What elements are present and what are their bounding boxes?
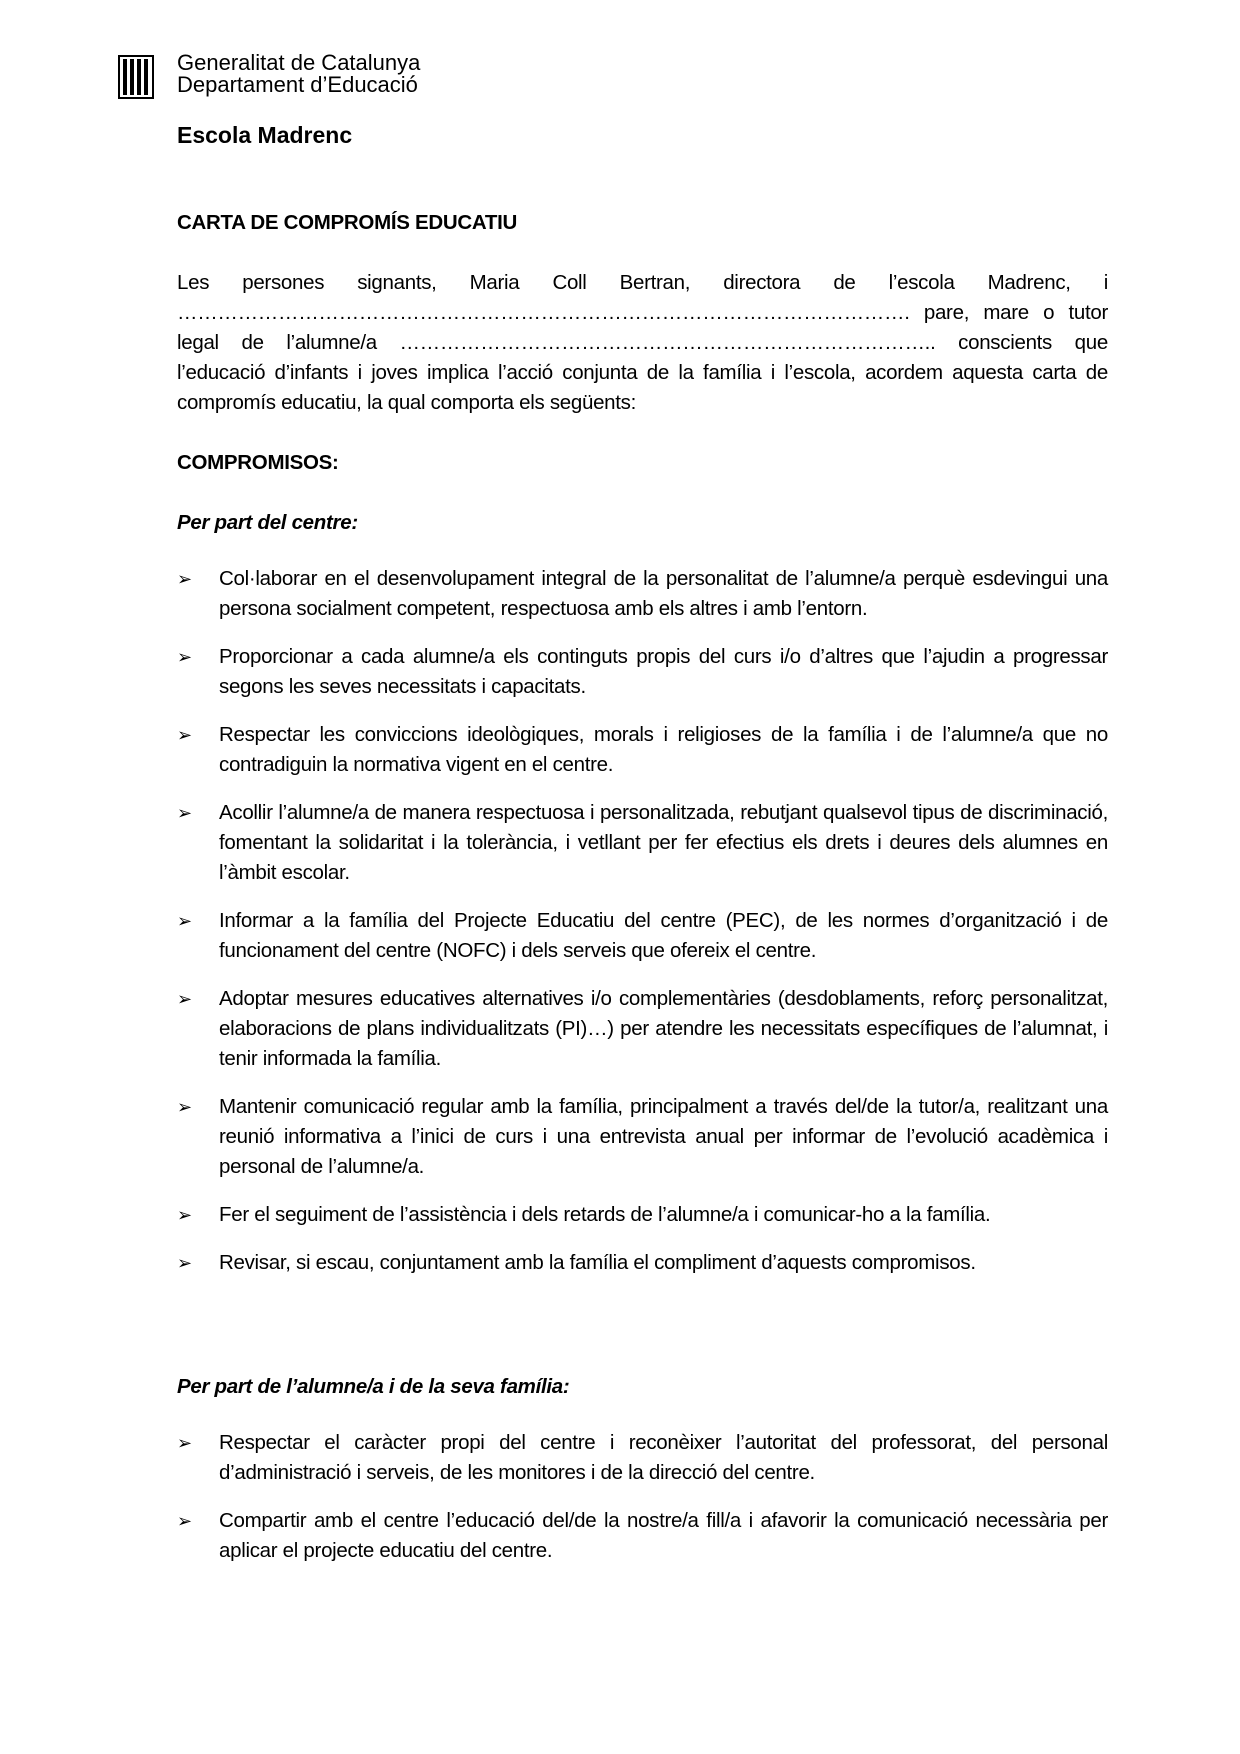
org-line-2: Departament d’Educació xyxy=(177,72,418,97)
arrow-bullet-icon: ➢ xyxy=(177,647,192,667)
document-body xyxy=(177,208,1108,1584)
arrow-bullet-icon: ➢ xyxy=(177,1205,192,1225)
organization-name xyxy=(177,52,420,96)
arrow-bullet-icon: ➢ xyxy=(177,1253,192,1273)
commitment-item xyxy=(177,1248,1108,1278)
commitment-item xyxy=(177,1200,1108,1230)
commitment-item xyxy=(177,564,1108,624)
generalitat-logo-icon xyxy=(118,55,154,99)
arrow-bullet-icon: ➢ xyxy=(177,1511,192,1531)
commitment-text: Proporcionar a cada alumne/a els continguts propis del curs i/o d’altres que l’ajudin a progressar segons les seves necessitats i capacitats. xyxy=(219,645,1108,698)
centre-heading: Per part del centre: xyxy=(177,511,358,534)
arrow-bullet-icon: ➢ xyxy=(177,989,192,1009)
family-heading: Per part de l’alumne/a i de la seva família: xyxy=(177,1375,570,1398)
family-commitments-list xyxy=(177,1428,1108,1566)
commitment-text: Respectar el caràcter propi del centre i reconèixer l’autoritat del professorat, del personal d’administració i serveis, de les monitores i de la direcció del centre. xyxy=(219,1431,1108,1484)
arrow-bullet-icon: ➢ xyxy=(177,569,192,589)
commitment-text: Adoptar mesures educatives alternatives i/o complementàries (desdoblaments, reforç personalitzat, elaboracions de plans individualitzats (PI)…) per atendre les necessitats específiques de l’alumnat, i tenir informada la família. xyxy=(219,987,1108,1070)
commitment-item xyxy=(177,1428,1108,1488)
commitment-item xyxy=(177,906,1108,966)
centre-commitments-list xyxy=(177,564,1108,1278)
commitment-item xyxy=(177,798,1108,888)
commitment-item xyxy=(177,984,1108,1074)
commitment-text: Acollir l’alumne/a de manera respectuosa i personalitzada, rebutjant qualsevol tipus de discriminació, fomentant la solidaritat i la tolerància, i vetllant per fer efectius els drets i deures dels alumnes en l’àmbit escolar. xyxy=(219,801,1108,884)
commitment-text: Compartir amb el centre l’educació del/de la nostre/a fill/a i afavorir la comunicació necessària per aplicar el projecte educatiu del centre. xyxy=(219,1509,1108,1562)
commitment-text: Mantenir comunicació regular amb la família, principalment a través del/de la tutor/a, realitzant una reunió informativa a l’inici de curs i una entrevista anual per informar de l’evolució acadèmica i personal de l’alumne/a. xyxy=(219,1095,1108,1178)
org-line-1: Generalitat de Catalunya xyxy=(177,50,421,75)
commitment-item xyxy=(177,1092,1108,1182)
intro-paragraph: Les persones signants, Maria Coll Bertran, directora de l’escola Madrenc, i ………………………………………………………………………………………………. pare, mare o tutor legal de l’alumne/a …………………………………………………………………….. conscients que l’educació d’infants i joves implica l’acció conjunta de la família i l’escola, acordem aquesta carta de compromís educatiu, la qual comporta els següents: xyxy=(177,271,1108,414)
commitment-item xyxy=(177,642,1108,702)
document-title: CARTA DE COMPROMÍS EDUCATIU xyxy=(177,211,518,234)
commitment-item xyxy=(177,1506,1108,1566)
commitment-item xyxy=(177,720,1108,780)
arrow-bullet-icon: ➢ xyxy=(177,911,192,931)
section-title: COMPROMISOS: xyxy=(177,451,339,474)
commitment-text: Col·laborar en el desenvolupament integral de la personalitat de l’alumne/a perquè esdevingui una persona socialment competent, respectuosa amb els altres i amb l’entorn. xyxy=(219,567,1108,620)
arrow-bullet-icon: ➢ xyxy=(177,803,192,823)
arrow-bullet-icon: ➢ xyxy=(177,1097,192,1117)
commitment-text: Revisar, si escau, conjuntament amb la família el compliment d’aquests compromisos. xyxy=(219,1251,976,1274)
commitment-text: Respectar les conviccions ideològiques, morals i religioses de la família i de l’alumne/a que no contradiguin la normativa vigent en el centre. xyxy=(219,723,1108,776)
commitment-text: Informar a la família del Projecte Educatiu del centre (PEC), de les normes d’organització i de funcionament del centre (NOFC) i dels serveis que ofereix el centre. xyxy=(219,909,1108,962)
commitment-text: Fer el seguiment de l’assistència i dels retards de l’alumne/a i comunicar-ho a la família. xyxy=(219,1203,991,1226)
school-name: Escola Madrenc xyxy=(177,122,353,148)
arrow-bullet-icon: ➢ xyxy=(177,1433,192,1453)
arrow-bullet-icon: ➢ xyxy=(177,725,192,745)
